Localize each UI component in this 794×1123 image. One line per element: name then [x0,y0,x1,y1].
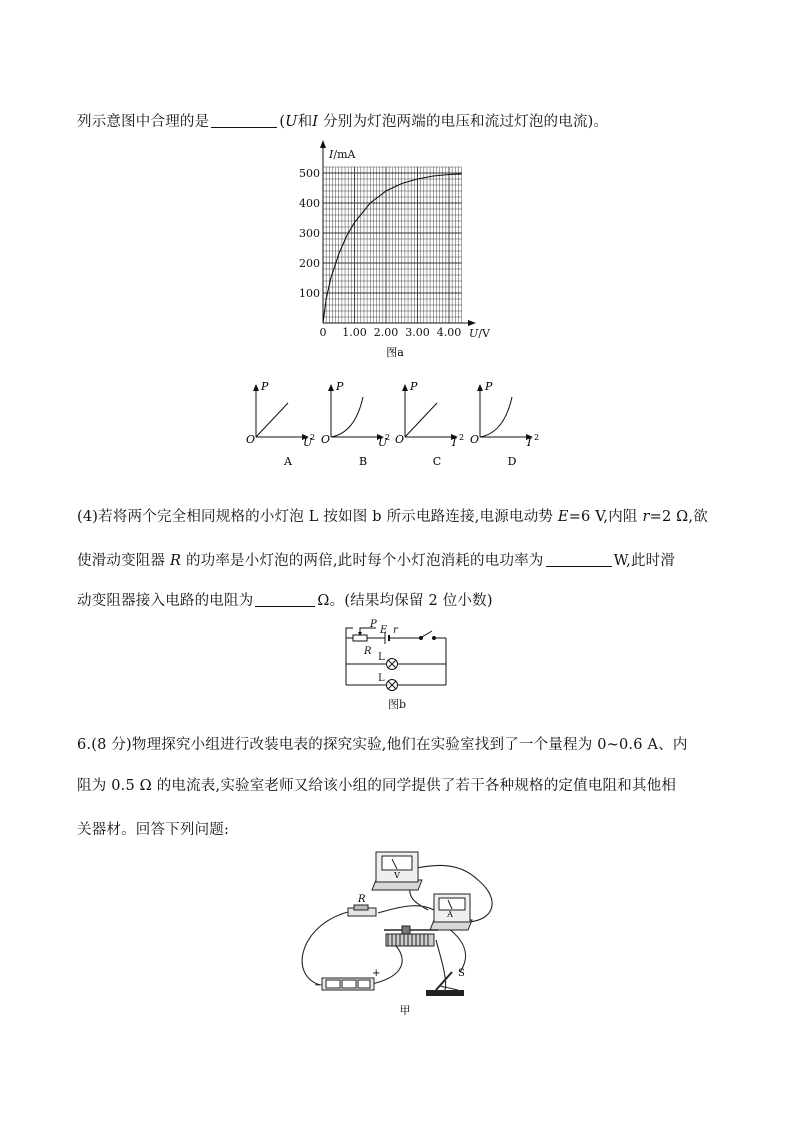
option-letter: A [284,455,292,468]
svg-text:A: A [447,910,453,919]
label-p: P [370,619,377,630]
y-tick-label: 300 [299,227,320,240]
q6-line-3: 关器材。回答下列问题: [77,822,230,838]
svg-text:+: + [372,968,381,979]
option-origin: O [246,433,256,446]
option-xlabel: U [303,436,313,449]
q4-line-2: 使滑动变阻器 R 的功率是小灯泡的两倍,此时每个小灯泡消耗的电功率为 W,此时滑 [77,553,676,569]
x-tick-label: 0 [319,326,327,339]
q3-tail-line: 列示意图中合理的是 (U和I 分别为灯泡两端的电压和流过灯泡的电流)。 [77,114,609,130]
q3-prefix: 列示意图中合理的是 [77,114,210,130]
q6-line-1: 6.(8 分)物理探究小组进行改装电表的探究实验,他们在实验室找到了一个量程为 0~0.6 A、内 [77,737,688,753]
option-ylabel: P [336,380,344,393]
wire-r-battery [302,912,348,985]
y-tick-label: 200 [299,257,320,270]
option-ylabel: P [261,380,269,393]
option-origin: O [470,433,480,446]
label-l2: L [378,673,385,684]
svg-text:R: R [358,894,366,905]
y-tick-label: 500 [299,167,320,180]
x-tick-label: 4.00 [436,326,462,339]
label-r-internal: r [393,625,398,636]
option-xlabel-sup: 2 [459,433,465,442]
option-xlabel-sup: 2 [310,433,316,442]
q4-line-1: (4)若将两个完全相同规格的小灯泡 L 按如图 b 所示电路连接,电源电动势 E=6 V,内阻 r=2 Ω,欲 [77,509,708,525]
voltmeter-v [372,852,422,890]
option-origin: O [321,433,331,446]
option-xlabel: U [378,436,388,449]
x-tick-label: 2.00 [373,326,399,339]
y-axis-label: I/mA [329,148,356,161]
q6-line-2: 阻为 0.5 Ω 的电流表,实验室老师又给该小组的同学提供了若干各种规格的定值电阻和其他相 [77,778,677,794]
option-letter: C [432,455,442,468]
ammeter-a [430,894,472,930]
battery-box [314,968,380,991]
svg-text:V: V [394,871,400,880]
option-origin: O [395,433,405,446]
y-tick-label: 100 [299,287,320,300]
option-ylabel: P [410,380,418,393]
label-e: E [380,625,388,636]
svg-text:−: − [314,980,323,991]
wire-ammeter-switch [448,928,466,972]
q4-line-3: 动变阻器接入电路的电阻为 Ω。(结果均保留 2 位小数) [77,593,493,609]
label-l1: L [378,652,385,663]
y-tick-label: 400 [299,197,320,210]
figure-jia-caption: 甲 [399,1004,411,1017]
x-tick-label: 1.00 [342,326,367,339]
label-r: R [364,646,372,657]
option-xlabel-sup: 2 [385,433,391,442]
figure-b-caption: 图b [387,698,407,711]
x-axis-label: U/V [469,327,490,340]
x-tick-label: 3.00 [405,326,430,339]
wire-r-ammeter [378,906,434,913]
figure-a-caption: 图a [386,346,404,359]
option-ylabel: P [485,380,493,393]
option-letter: B [358,455,368,468]
svg-text:S: S [458,968,465,979]
option-xlabel: I [452,436,457,449]
option-letter: D [507,455,517,468]
option-xlabel: I [527,436,532,449]
option-xlabel-sup: 2 [534,433,540,442]
resistor-r [348,894,376,916]
